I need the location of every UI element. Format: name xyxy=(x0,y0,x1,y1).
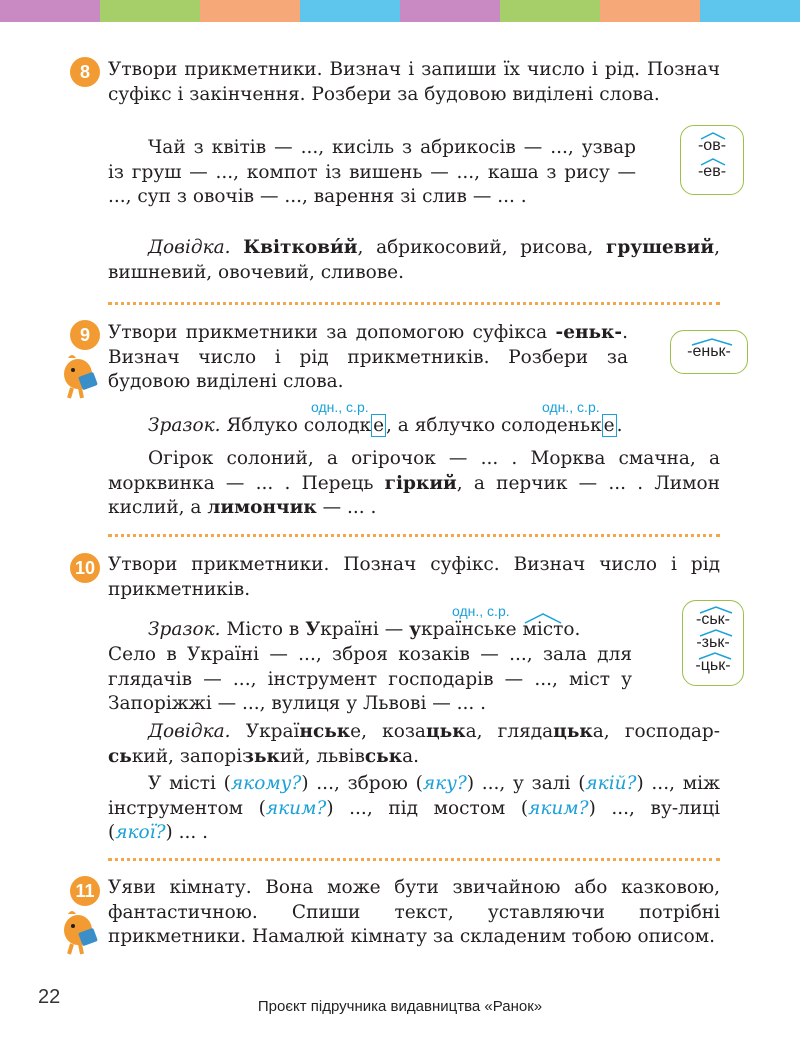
dotted-divider xyxy=(108,302,720,305)
mascot-icon xyxy=(58,906,104,958)
bold-word: грушевий xyxy=(606,237,715,258)
exercise-9-body: Огірок солоний, а огірочок — ... . Морква смачна, а морквинка — ... . Перець гіркий, а перчик — ... . Лимон кислий, а лимончик — ... . xyxy=(108,448,720,518)
suffix-chip xyxy=(670,330,748,374)
bold-word: лимончик xyxy=(207,497,317,518)
color-block xyxy=(500,0,600,22)
reference-label: Довідка. xyxy=(148,237,231,258)
color-block xyxy=(100,0,200,22)
suffix-label: -цьк- xyxy=(695,657,730,675)
publisher-caption: Проєкт підручника видавництва «Ранок» xyxy=(257,998,543,1015)
exercise-9-sample: Зразок. Яблуко солодк е , а яблучко солоденьк е . xyxy=(148,415,623,436)
exercise-8-body: Чай з квітів — ..., кисіль з абрикосів — ..., узвар із груш — ..., компот із вишень — ..., каша з рису — ..., суп з овочів — ..., варення зі слив — ... . xyxy=(108,137,636,207)
color-block xyxy=(200,0,300,22)
exercise-10-task: Утвори прикметники. Познач суфікс. Визнач число і рід прикметників. xyxy=(108,554,720,600)
suffix-label: -еньк- xyxy=(687,343,731,361)
exercise-10-sample: Зразок. Місто в Україні — українське місто. xyxy=(148,619,581,640)
exercise-8-task: Утвори прикметники. Визнач і запиши їх число і рід. Познач суфікс і закінчення. Розбери за будовою виділені слова. xyxy=(108,59,720,105)
sample-label: Зразок. xyxy=(148,619,221,640)
exercise-number-badge: 8 xyxy=(70,57,100,87)
exercise-10-questions: У місті (якому?) ..., зброю (яку?) ..., у залі (якій?) ..., між інструментом (яким?) ..., під мостом (яким?) ..., ву-лиці (якої?) ... . xyxy=(108,773,721,843)
suffix-label: -ськ- xyxy=(696,611,730,629)
reference-label: Довідка. xyxy=(148,721,231,742)
grammar-annotation: одн., с.р. xyxy=(452,603,510,619)
question-word: якій? xyxy=(585,773,637,794)
exercise-number-badge: 9 xyxy=(70,320,100,350)
suffix-chip xyxy=(680,125,744,195)
question-word: яким? xyxy=(265,797,327,819)
exercise-number-badge: 10 xyxy=(70,553,100,583)
color-block xyxy=(700,0,800,22)
suffix-label: -ов- xyxy=(698,137,726,155)
grammar-annotation: одн., с.р. xyxy=(311,399,369,415)
dotted-divider xyxy=(108,534,720,537)
suffix-roof-icon xyxy=(695,652,735,660)
color-block xyxy=(400,0,500,22)
question-word: яку? xyxy=(422,773,467,794)
suffix-roof-icon xyxy=(698,158,728,166)
question-word: якому? xyxy=(230,773,302,794)
suffix-roof-icon xyxy=(687,338,737,346)
exercise-9-task: Утвори прикметники за допомогою суфікса -еньк-. Визнач число і рід прикметників. Розбери за будовою виділені слова. xyxy=(108,322,628,392)
question-word: яким? xyxy=(528,797,589,819)
top-color-bar xyxy=(0,0,800,22)
suffix-roof-icon xyxy=(698,132,728,140)
color-block xyxy=(0,0,100,22)
exercise-8-reference: Довідка. Квіткови́й, абрикосовий, рисова, грушевий, вишневий, овочевий, сливове. xyxy=(108,237,720,283)
page-number: 22 xyxy=(38,986,61,1008)
suffix-chip xyxy=(682,600,744,686)
dotted-divider xyxy=(108,858,720,861)
suffix-label: -ев- xyxy=(698,163,726,181)
bold-word: Квіткови́й xyxy=(243,237,358,258)
color-block xyxy=(300,0,400,22)
suffix-label: -зьк- xyxy=(696,634,729,652)
exercise-number-badge: 11 xyxy=(70,876,100,906)
exercise-10-body: Село в Україні — ..., зброя козаків — ..., зала для глядачів — ..., інструмент господарів — ..., міст у Запоріжжі — ..., вулиця у Львові — ... . xyxy=(108,644,632,714)
bold-suffix: -еньк- xyxy=(555,322,623,343)
ending-box: е xyxy=(603,415,615,436)
question-word: якої? xyxy=(115,822,166,843)
bold-word: гіркий xyxy=(384,472,457,494)
color-block xyxy=(600,0,700,22)
sample-label: Зразок. xyxy=(148,415,221,436)
suffix-roof-icon xyxy=(696,606,736,614)
mascot-icon xyxy=(58,350,104,402)
ending-box: е xyxy=(373,415,385,436)
exercise-11-task: Уяви кімнату. Вона може бути звичайною або казковою, фантастичною. Спиши текст, уставляючи потрібні прикметники. Намалюй кімнату за складеним тобою описом. xyxy=(108,877,720,947)
exercise-10-reference: Довідка. Українське, козацька, глядацька, господар-ський, запорізький, львівська. xyxy=(108,721,721,767)
suffix-roof-icon xyxy=(696,629,736,637)
grammar-annotation: одн., с.р. xyxy=(542,399,600,415)
